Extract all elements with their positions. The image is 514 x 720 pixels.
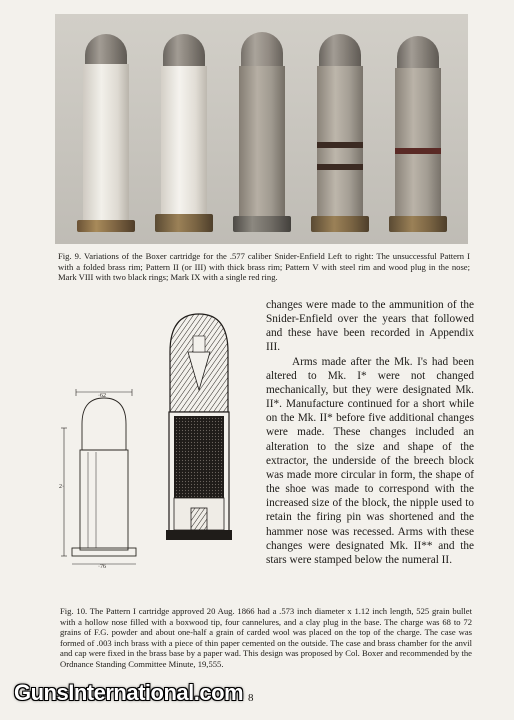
fig10-caption — [60, 606, 472, 670]
cartridge-mark-viii — [311, 34, 369, 232]
fig10-caption-text: The Pattern I cartridge approved 20 Aug. 1866 had a .573 inch diameter x 1.12 inch length, 525 grain bullet with a hollow nose filled with a boxwood tip, four cannelures, and a clay plug in the base. The charge was 68 to 72 grains of F.G. powder and about one-half a grain of carded wool was placed on the top of the charge. The case was formed of .003 inch brass with a piece of thin paper cemented on the outside. The case and brass chamber for the anvil and cap were fixed in the brass base by a paper wad. This design was proposed by Col. Boxer and recommended by the Ordnance Standing Committee Minute, 19,555. — [60, 606, 472, 669]
cartridge-mark-ix — [389, 36, 447, 232]
body-paragraph-2: Arms made after the Mk. I's had been altered to Mk. I* were not changed mechanically, but they were designated Mk. II*. Manufacture continued for a short while on the Mk. II* before five additional changes were made. These changes included an alteration to the size and shape of the extractor, the underside of the breech block was made more circular in form, the shape of the shoe was made to correspond with the increased size of the block, the nipple used to retain the firing pin was shortened and the hammer nose was recessed. Arms with these changes were designated Mk. II** and the stars were stamped below the numeral II. — [266, 355, 474, 566]
cartridge-photo — [55, 14, 468, 244]
cartridge-pattern-ii — [155, 34, 213, 232]
page-number: 8 — [248, 692, 254, 704]
red-ring — [395, 148, 441, 154]
fig9-caption-label: Fig. 9. — [58, 251, 82, 261]
cartridge-outline-drawing — [58, 388, 148, 568]
dimension-side: 2· — [59, 484, 64, 490]
body-paragraph-1: changes were made to the ammunition of the Snider-Enfield over the years that followed and these have been recorded in Appendix III. — [266, 299, 474, 354]
cartridge-pattern-v — [233, 32, 291, 232]
fig9-caption — [58, 251, 470, 283]
dimension-bottom: ·76 — [98, 564, 106, 568]
body-text — [266, 298, 474, 567]
cartridge-pattern-i — [77, 34, 135, 232]
watermark-logo: GunsInternational.com — [14, 680, 244, 705]
fig10-caption-label: Fig. 10. — [60, 606, 88, 616]
fig9-caption-text: Variations of the Boxer cartridge for the .577 caliber Snider-Enfield Left to right: The unsuccessful Pattern I with a folded brass rim; Pattern II (or III) with thick brass rim; Pattern V with steel rim and wood plug in the nose; Mark VIII with two black rings; Mark IX with a single red ring. — [58, 251, 470, 283]
black-ring-upper — [317, 142, 363, 148]
dimension-top: ·62 — [98, 393, 106, 399]
cartridge-section-drawing — [166, 312, 232, 562]
black-ring-lower — [317, 164, 363, 170]
